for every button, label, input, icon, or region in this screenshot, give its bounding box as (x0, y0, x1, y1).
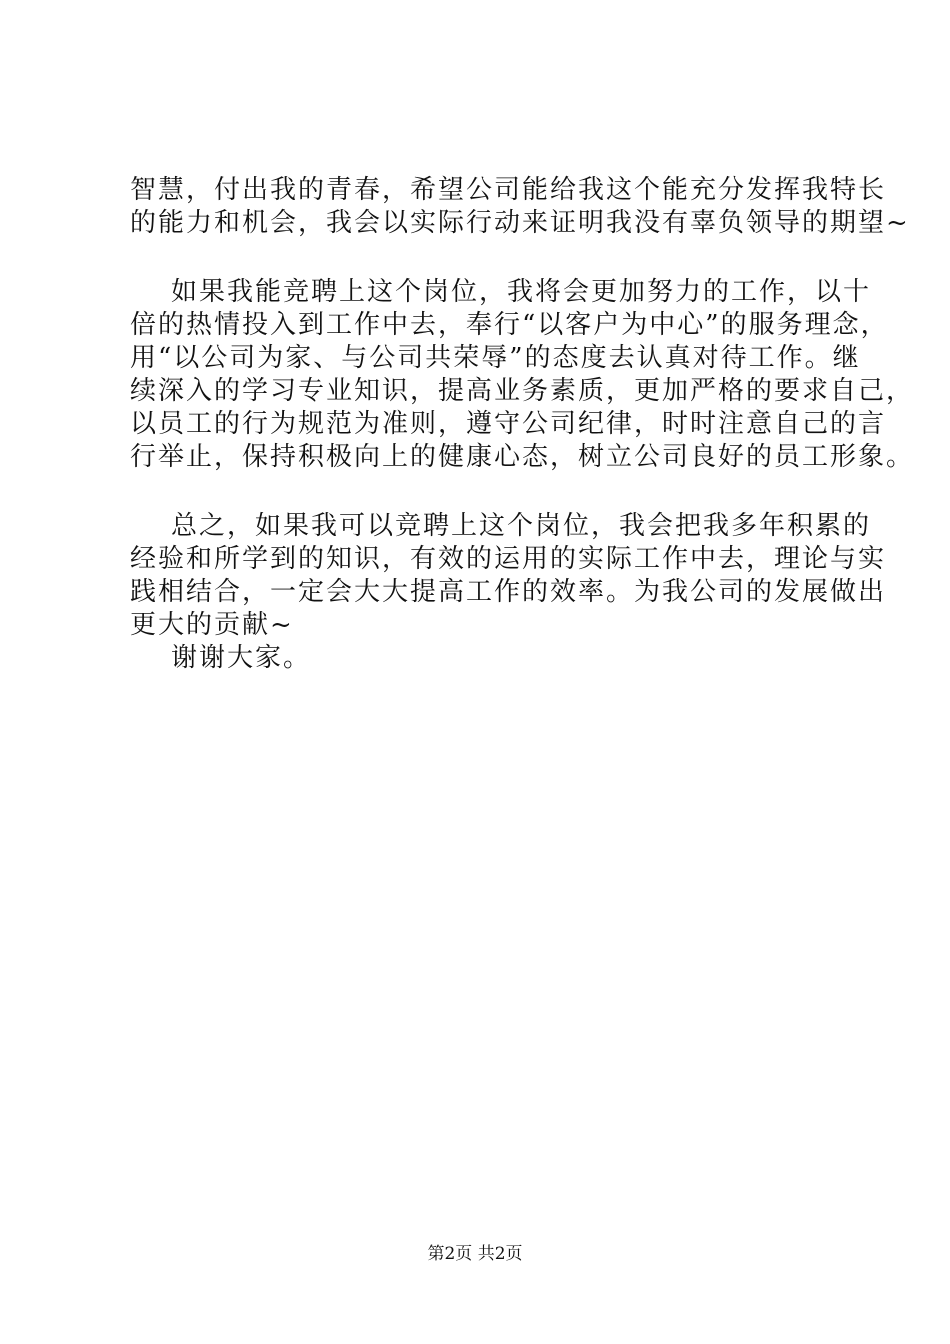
text-line: 践相结合，一定会大大提高工作的效率。为我公司的发展做出 (130, 577, 887, 607)
closing-line: 谢谢大家。 (130, 643, 312, 673)
document-body (130, 174, 915, 675)
paragraph-gap (130, 240, 850, 276)
paragraph-gap (130, 474, 850, 510)
text-line: 总之，如果我可以竞聘上这个岗位，我会把我多年积累的 (130, 511, 872, 541)
text-line: 的能力和机会，我会以实际行动来证明我没有辜负领导的期望~ (130, 208, 910, 238)
text-line: 如果我能竞聘上这个岗位，我将会更加努力的工作，以十 (130, 277, 872, 307)
page-indicator: 第2页 共2页 (427, 1244, 523, 1264)
text-line: 续深入的学习专业知识，提高业务素质，更加严格的要求自己， (130, 376, 915, 406)
text-line: 智慧，付出我的青春，希望公司能给我这个能充分发挥我特长 (130, 175, 887, 205)
text-line: 用“以公司为家、与公司共荣辱”的态度去认真对待工作。继 (130, 343, 861, 373)
text-line: 行举止，保持积极向上的健康心态，树立公司良好的员工形象。 (130, 442, 915, 472)
text-line: 经验和所学到的知识，有效的运用的实际工作中去，理论与实 (130, 544, 887, 574)
page-footer (0, 1243, 950, 1265)
text-line: 以员工的行为规范为准则，遵守公司纪律，时时注意自己的言 (130, 409, 887, 439)
text-line: 倍的热情投入到工作中去，奉行“以客户为中心”的服务理念， (130, 310, 889, 340)
text-line: 更大的贡献~ (130, 610, 294, 640)
